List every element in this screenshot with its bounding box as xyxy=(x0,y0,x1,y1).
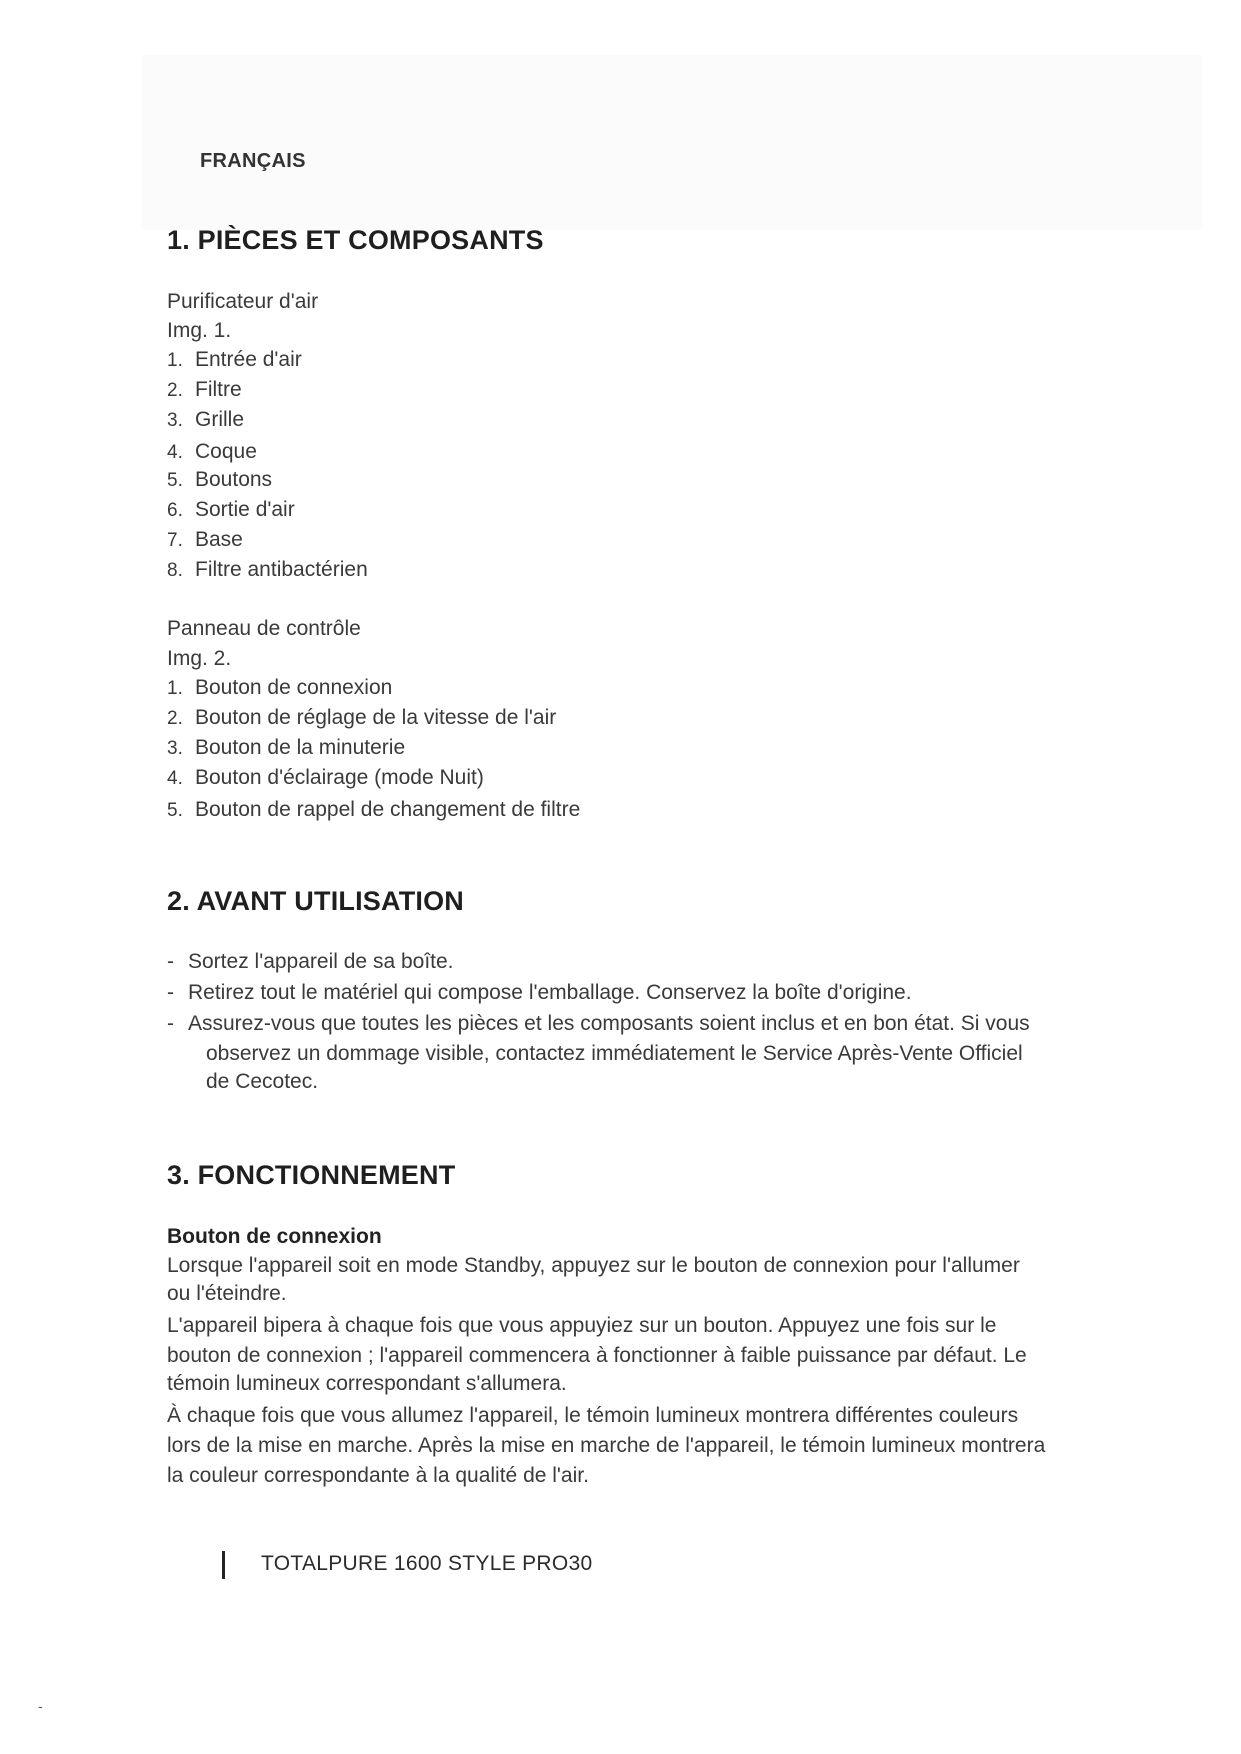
bullet-dash: - xyxy=(167,981,174,1004)
group-1-title: Purificateur d'air xyxy=(167,290,319,313)
subsection-title: Bouton de connexion xyxy=(167,1225,382,1248)
list-item: Filtre antibactérien xyxy=(195,558,368,581)
section-1-title: 1. PIÈCES ET COMPOSANTS xyxy=(167,225,544,255)
section-3-title: 3. FONCTIONNEMENT xyxy=(167,1160,456,1190)
paragraph-line: la couleur correspondante à la qualité de l'air. xyxy=(167,1464,589,1487)
list-item: Grille xyxy=(195,408,245,431)
list-item: Bouton de connexion xyxy=(195,676,393,699)
paragraph-line: Lorsque l'appareil soit en mode Standby, appuyez sur le bouton de connexion pour l'allumer xyxy=(167,1254,1020,1277)
bullet-item-continuation: de Cecotec. xyxy=(206,1070,319,1093)
list-item-number: 1. xyxy=(167,350,183,371)
bullet-item-continuation: observez un dommage visible, contactez immédiatement le Service Après-Vente Officiel xyxy=(206,1042,1023,1065)
paragraph-line: ou l'éteindre. xyxy=(167,1282,287,1305)
header-band xyxy=(142,55,1202,230)
list-item-number: 6. xyxy=(167,500,183,521)
paragraph-line: À chaque fois que vous allumez l'appareil, le témoin lumineux montrera différentes couleurs xyxy=(167,1404,1019,1427)
list-item: Boutons xyxy=(195,468,273,491)
group-2-title: Panneau de contrôle xyxy=(167,617,361,640)
list-item-number: 5. xyxy=(167,800,183,821)
list-item-number: 2. xyxy=(167,380,183,401)
list-item-number: 4. xyxy=(167,768,183,789)
section-2-title: 2. AVANT UTILISATION xyxy=(167,886,464,916)
list-item-number: 3. xyxy=(167,410,183,431)
bullet-dash: - xyxy=(167,1012,174,1035)
list-item-number: 2. xyxy=(167,708,183,729)
list-item: Filtre xyxy=(195,378,242,401)
language-label: FRANÇAIS xyxy=(200,150,306,172)
group-1-image-ref: Img. 1. xyxy=(167,319,232,342)
list-item: Coque xyxy=(195,440,257,463)
paragraph-line: témoin lumineux correspondant s'allumera. xyxy=(167,1372,567,1395)
list-item: Bouton de la minuterie xyxy=(195,736,406,759)
bullet-item: Sortez l'appareil de sa boîte. xyxy=(188,950,454,973)
bullet-dash: - xyxy=(167,950,174,973)
bullet-item: Assurez-vous que toutes les pièces et les composants soient inclus et en bon état. Si vous xyxy=(188,1012,1030,1035)
footer-product-name: TOTALPURE 1600 STYLE PRO30 xyxy=(261,1552,593,1575)
bullet-item: Retirez tout le matériel qui compose l'emballage. Conservez la boîte d'origine. xyxy=(188,981,912,1004)
list-item: Bouton de réglage de la vitesse de l'air xyxy=(195,706,557,729)
group-2-image-ref: Img. 2. xyxy=(167,647,232,670)
list-item: Sortie d'air xyxy=(195,498,295,521)
paragraph-line: lors de la mise en marche. Après la mise en marche de l'appareil, le témoin lumineux montrera xyxy=(167,1434,1046,1457)
footer-separator xyxy=(222,1551,225,1579)
list-item: Bouton d'éclairage (mode Nuit) xyxy=(195,766,484,789)
list-item: Base xyxy=(195,528,243,551)
page-mark: - xyxy=(38,1698,43,1714)
list-item-number: 7. xyxy=(167,530,183,551)
list-item-number: 4. xyxy=(167,442,183,463)
paragraph-line: L'appareil bipera à chaque fois que vous appuyiez sur un bouton. Appuyez une fois sur le xyxy=(167,1314,997,1337)
list-item-number: 5. xyxy=(167,470,183,491)
list-item-number: 3. xyxy=(167,738,183,759)
list-item: Entrée d'air xyxy=(195,348,302,371)
list-item-number: 1. xyxy=(167,678,183,699)
list-item-number: 8. xyxy=(167,560,183,581)
paragraph-line: bouton de connexion ; l'appareil commencera à fonctionner à faible puissance par défaut. Le xyxy=(167,1344,1027,1367)
list-item: Bouton de rappel de changement de filtre xyxy=(195,798,581,821)
